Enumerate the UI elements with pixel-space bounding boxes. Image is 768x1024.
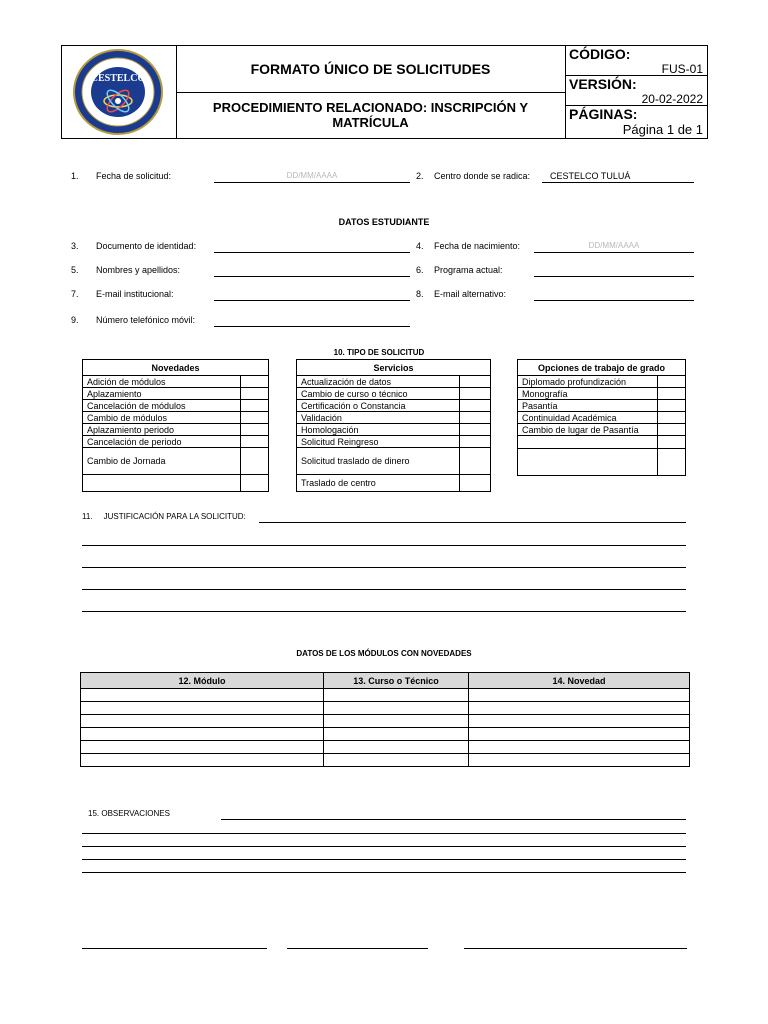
field-4-label: Fecha de nacimiento: (434, 241, 521, 251)
table-cell[interactable] (81, 728, 324, 741)
field-6-label: Programa actual: (434, 265, 503, 275)
centro-value: CESTELCO TULUÁ (550, 171, 631, 181)
list-item: Cambio de Jornada (83, 448, 241, 475)
curso-column-header: 13. Curso o Técnico (324, 673, 469, 689)
table-cell[interactable] (324, 715, 469, 728)
table-cell[interactable] (81, 741, 324, 754)
list-item: Validación (297, 412, 460, 424)
checkbox[interactable] (460, 376, 491, 388)
novedades-header: Novedades (83, 360, 269, 376)
checkbox[interactable] (241, 376, 269, 388)
checkbox[interactable] (241, 424, 269, 436)
checkbox[interactable] (658, 436, 686, 449)
checkbox[interactable] (658, 412, 686, 424)
table-row (81, 702, 690, 715)
table-cell[interactable] (81, 689, 324, 702)
field-5-label: Nombres y apellidos: (96, 265, 181, 275)
table-cell[interactable] (81, 715, 324, 728)
list-item: Certificación o Constancia (297, 400, 460, 412)
table-cell[interactable] (324, 754, 469, 767)
email-institucional-field[interactable] (214, 288, 410, 301)
grado-header: Opciones de trabajo de grado (518, 360, 686, 376)
list-item: Cancelación de módulos (83, 400, 241, 412)
checkbox[interactable] (460, 388, 491, 400)
novedad-column-header: 14. Novedad (469, 673, 690, 689)
checkbox[interactable] (241, 436, 269, 448)
field-8-number: 8. (416, 289, 424, 299)
procedure-title: PROCEDIMIENTO RELACIONADO: INSCRIPCIÓN Y MATRÍCULA (212, 100, 529, 130)
observaciones-line-5[interactable] (82, 860, 686, 873)
table-cell[interactable] (324, 741, 469, 754)
justificacion-line-2[interactable] (82, 533, 686, 546)
justificacion-line-5[interactable] (82, 599, 686, 612)
list-item: Continuidad Académica (518, 412, 658, 424)
signature-line-3[interactable] (464, 936, 687, 949)
field-2-label: Centro donde se radica: (434, 171, 531, 181)
table-cell[interactable] (324, 702, 469, 715)
checkbox[interactable] (658, 400, 686, 412)
grado-table (517, 359, 686, 476)
checkbox[interactable] (241, 412, 269, 424)
table-cell[interactable] (81, 702, 324, 715)
checkbox[interactable] (460, 424, 491, 436)
table-row (81, 715, 690, 728)
table-row (81, 728, 690, 741)
checkbox[interactable] (460, 475, 491, 492)
checkbox[interactable] (658, 424, 686, 436)
version-label: VERSIÓN: (569, 76, 637, 92)
justificacion-line-4[interactable] (82, 577, 686, 590)
list-item: Cambio de lugar de Pasantía (518, 424, 658, 436)
modulo-column-header: 12. Módulo (81, 673, 324, 689)
table-cell[interactable] (469, 702, 690, 715)
observaciones-line-2[interactable] (82, 821, 686, 834)
email-alternativo-field[interactable] (534, 288, 694, 301)
section-student-title: DATOS ESTUDIANTE (338, 217, 430, 227)
modulos-table (80, 672, 690, 767)
paginas-value: Página 1 de 1 (622, 122, 703, 137)
list-item: Adición de módulos (83, 376, 241, 388)
list-item: Actualización de datos (297, 376, 460, 388)
servicios-header: Servicios (297, 360, 491, 376)
list-item: Solicitud Reingreso (297, 436, 460, 448)
checkbox[interactable] (241, 388, 269, 400)
list-item: Homologación (297, 424, 460, 436)
justificacion-line-3[interactable] (82, 555, 686, 568)
table-row (81, 741, 690, 754)
table-cell[interactable] (324, 689, 469, 702)
list-item: Traslado de centro (297, 475, 460, 492)
list-item: Aplazamiento (83, 388, 241, 400)
field-4-number: 4. (416, 241, 424, 251)
field-6-number: 6. (416, 265, 424, 275)
signature-line-2[interactable] (287, 936, 428, 949)
checkbox[interactable] (460, 448, 491, 475)
header-table (61, 45, 708, 139)
field-8-label: E-mail alternativo: (434, 289, 507, 299)
table-row (81, 754, 690, 767)
cestelco-logo (72, 49, 164, 135)
observaciones-label: 15. OBSERVACIONES (88, 809, 170, 818)
fecha-solicitud-placeholder: DD/MM/AAAA (286, 171, 338, 180)
field-7-number: 7. (71, 289, 79, 299)
paginas-label: PÁGINAS: (569, 106, 638, 122)
table-row (81, 689, 690, 702)
checkbox[interactable] (658, 376, 686, 388)
checkbox[interactable] (241, 400, 269, 412)
table-cell[interactable] (469, 754, 690, 767)
field-5-number: 5. (71, 265, 79, 275)
documento-field[interactable] (214, 240, 410, 253)
form-title: FORMATO ÚNICO DE SOLICITUDES (250, 61, 491, 77)
modulos-title: DATOS DE LOS MÓDULOS CON NOVEDADES (296, 649, 472, 658)
signature-line-1[interactable] (82, 936, 267, 949)
list-item: Solicitud traslado de dinero (297, 448, 460, 475)
servicios-table (296, 359, 491, 492)
codigo-label: CÓDIGO: (569, 46, 631, 62)
field-3-number: 3. (71, 241, 79, 251)
list-item: Pasantía (518, 400, 658, 412)
list-item: Monografía (518, 388, 658, 400)
field-9-number: 9. (71, 315, 79, 325)
justificacion-label: 11. JUSTIFICACIÓN PARA LA SOLICITUD: (82, 512, 246, 521)
list-item (518, 436, 658, 449)
table-cell[interactable] (469, 741, 690, 754)
table-cell[interactable] (81, 754, 324, 767)
field-2-number: 2. (416, 171, 424, 181)
checkbox[interactable] (241, 475, 269, 492)
field-1-number: 1. (71, 171, 79, 181)
observaciones-line-3[interactable] (82, 834, 686, 847)
list-item: Aplazamiento periodo (83, 424, 241, 436)
observaciones-line-4[interactable] (82, 847, 686, 860)
telefono-field[interactable] (214, 314, 410, 327)
field-3-label: Documento de identidad: (96, 241, 197, 251)
fecha-nacimiento-placeholder: DD/MM/AAAA (588, 241, 640, 250)
field-9-label: Número telefónico móvil: (96, 315, 196, 325)
checkbox[interactable] (241, 448, 269, 475)
field-1-label: Fecha de solicitud: (96, 171, 172, 181)
list-item: Cancelación de periodo (83, 436, 241, 448)
nombres-field[interactable] (214, 264, 410, 277)
logo-name: CESTELCO (90, 73, 146, 84)
table-cell[interactable] (469, 689, 690, 702)
version-value: 20-02-2022 (641, 92, 703, 106)
list-item: Cambio de curso o técnico (297, 388, 460, 400)
field-7-label: E-mail institucional: (96, 289, 174, 299)
checkbox[interactable] (460, 436, 491, 448)
list-item (518, 449, 658, 476)
justificacion-line-1[interactable] (259, 510, 686, 523)
checkbox[interactable] (658, 449, 686, 476)
list-item: Cambio de módulos (83, 412, 241, 424)
codigo-value: FUS-01 (661, 62, 703, 76)
table-cell[interactable] (469, 728, 690, 741)
novedades-table (82, 359, 269, 492)
list-item: Diplomado profundización (518, 376, 658, 388)
list-item (83, 475, 241, 492)
checkbox[interactable] (460, 412, 491, 424)
table-cell[interactable] (469, 715, 690, 728)
checkbox[interactable] (658, 388, 686, 400)
tipo-solicitud-title: 10. TIPO DE SOLICITUD (333, 348, 425, 357)
observaciones-line-1[interactable] (221, 807, 686, 820)
checkbox[interactable] (460, 400, 491, 412)
programa-field[interactable] (534, 264, 694, 277)
table-cell[interactable] (324, 728, 469, 741)
